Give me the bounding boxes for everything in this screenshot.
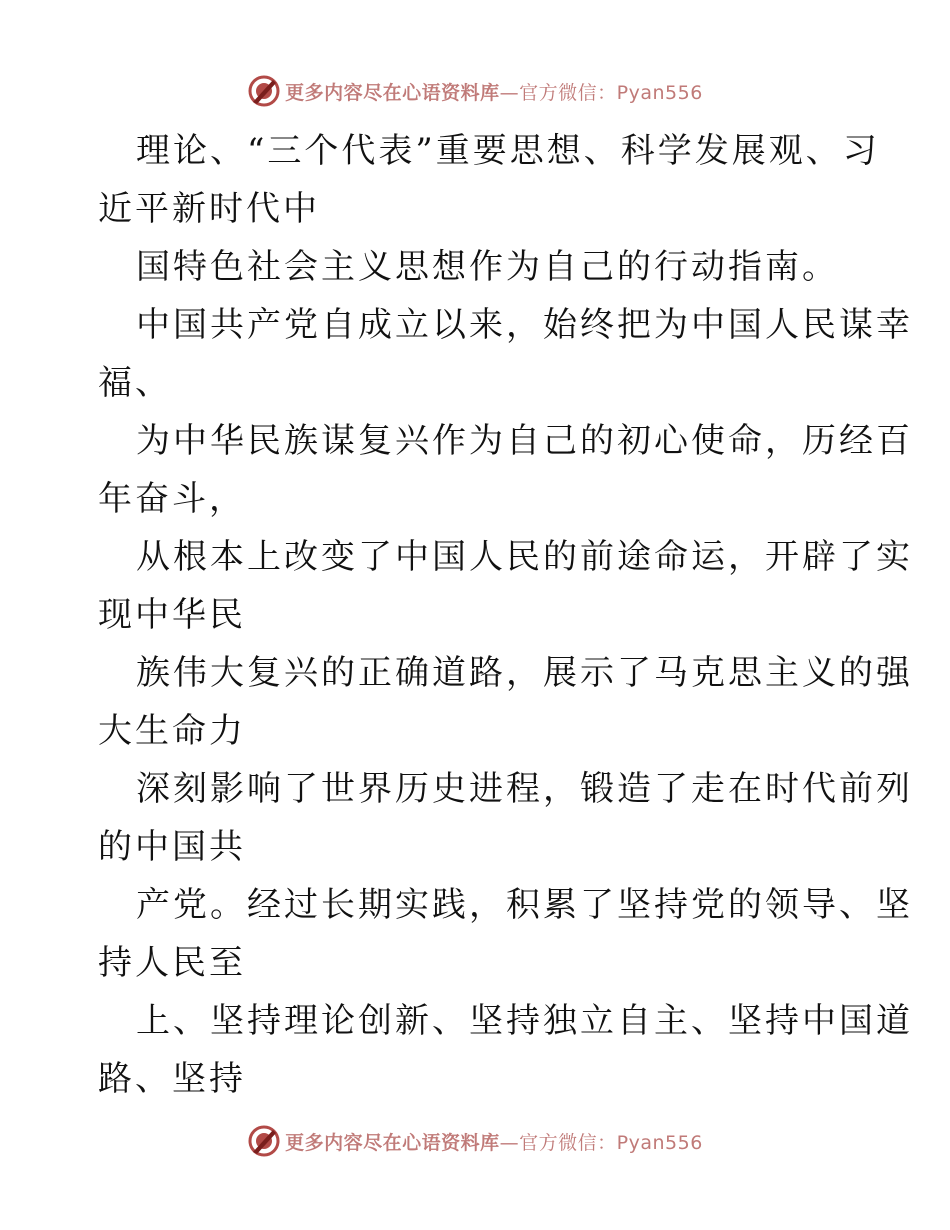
text-line: 的中国共 bbox=[98, 827, 246, 867]
watermark-contact: 官方微信：Pyan556 bbox=[519, 1131, 703, 1154]
quill-seal-icon bbox=[247, 1124, 281, 1158]
text-line: 族伟大复兴的正确道路，展示了马克思主义的强 bbox=[136, 653, 913, 693]
text-line: 深刻影响了世界历史进程，锻造了走在时代前列 bbox=[136, 769, 913, 809]
text-line: 大生命力 bbox=[98, 711, 246, 751]
header-watermark bbox=[0, 71, 950, 111]
watermark-text bbox=[285, 1128, 703, 1155]
watermark-brand: 更多内容尽在心语资料库 bbox=[285, 1131, 500, 1154]
watermark-dash: — bbox=[499, 81, 520, 104]
text-line: 国特色社会主义思想作为自己的行动指南。 bbox=[136, 247, 839, 287]
text-line: 现中华民 bbox=[98, 595, 246, 635]
text-line: 理论、“三个代表”重要思想、科学发展观、习 bbox=[136, 131, 880, 171]
text-line: 持人民至 bbox=[98, 943, 246, 983]
watermark-text bbox=[285, 78, 703, 105]
text-line: 为中华民族谋复兴作为自己的初心使命，历经百 bbox=[136, 421, 913, 461]
footer-watermark bbox=[0, 1121, 950, 1161]
watermark-brand: 更多内容尽在心语资料库 bbox=[285, 81, 500, 104]
watermark-contact: 官方微信：Pyan556 bbox=[519, 81, 703, 104]
text-line: 路、坚持 bbox=[98, 1059, 246, 1099]
text-line: 上、坚持理论创新、坚持独立自主、坚持中国道 bbox=[136, 1001, 913, 1041]
text-line: 从根本上改变了中国人民的前途命运，开辟了实 bbox=[136, 537, 913, 577]
text-line: 年奋斗， bbox=[98, 479, 246, 519]
text-line: 产党。经过长期实践，积累了坚持党的领导、坚 bbox=[136, 885, 913, 925]
quill-seal-icon bbox=[247, 74, 281, 108]
document-body bbox=[98, 122, 913, 1108]
watermark-dash: — bbox=[499, 1131, 520, 1154]
text-line: 近平新时代中 bbox=[98, 189, 320, 229]
text-line: 中国共产党自成立以来，始终把为中国人民谋幸 bbox=[136, 305, 913, 345]
text-line: 福、 bbox=[98, 363, 172, 403]
